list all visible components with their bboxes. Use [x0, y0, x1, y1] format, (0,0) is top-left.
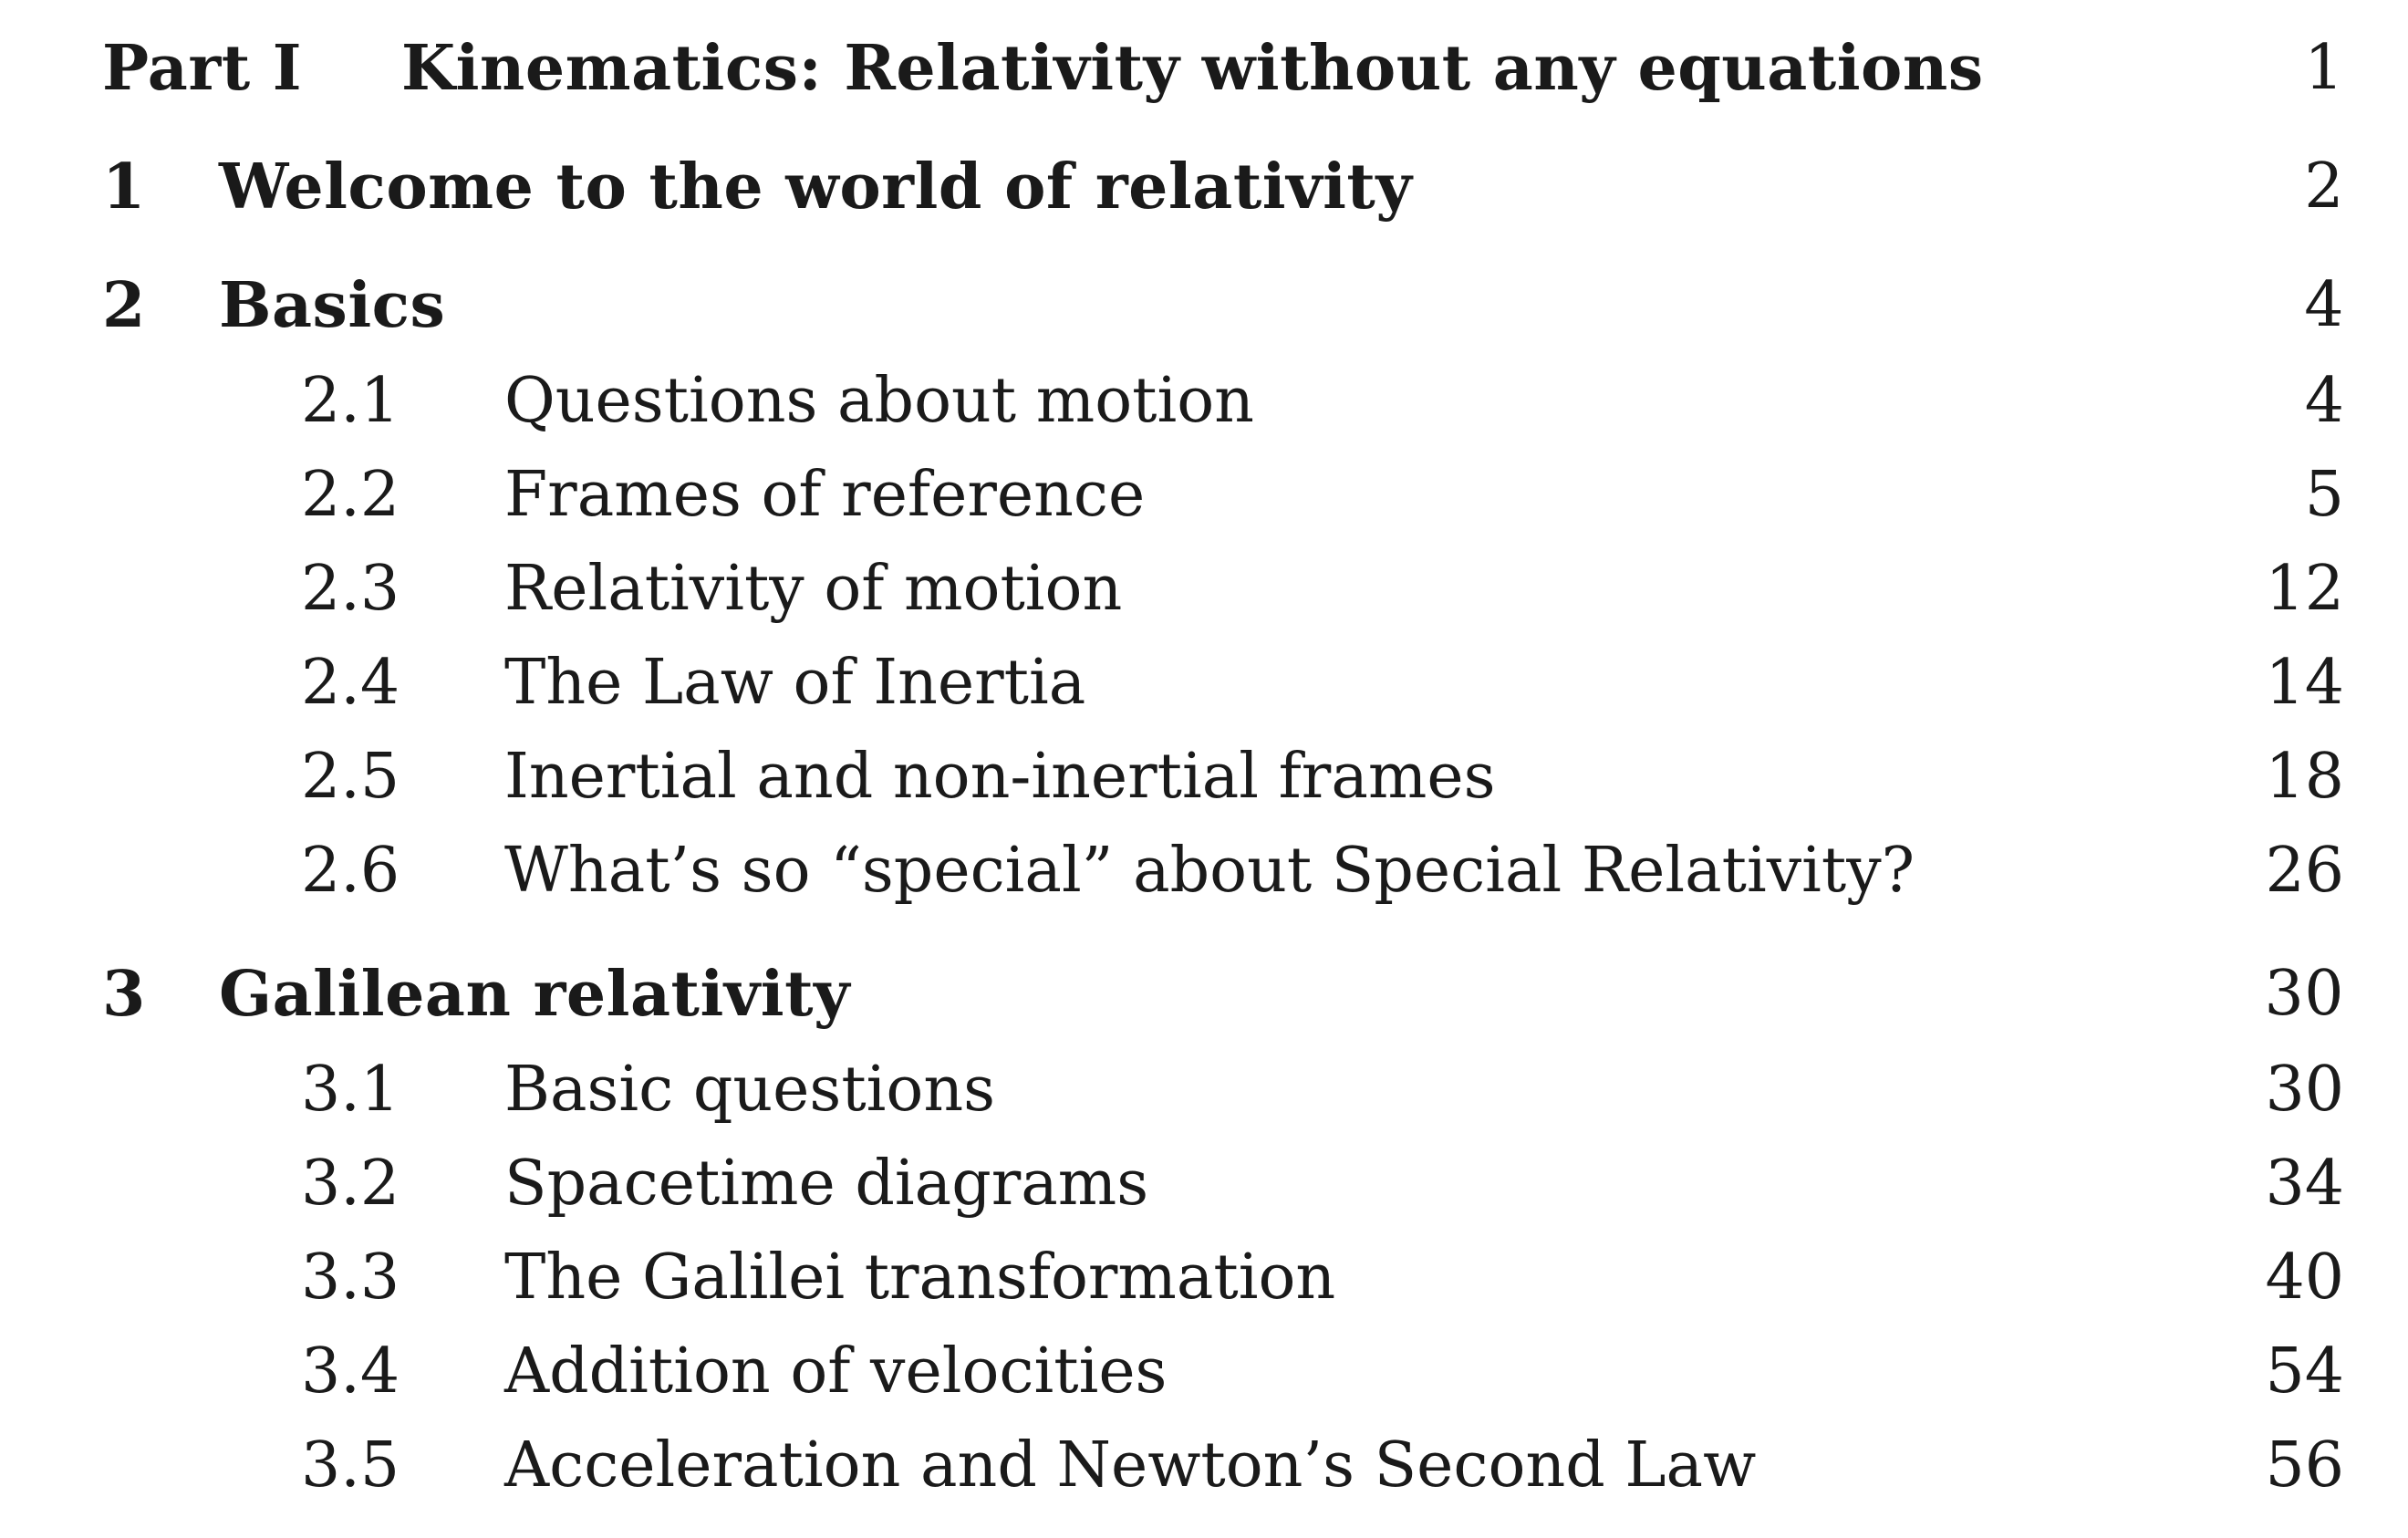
- chapter-page-number: 2: [2304, 151, 2344, 223]
- chapter-page-number: 4: [2304, 269, 2344, 341]
- section-number: 2.3: [301, 553, 400, 625]
- section-page-number: 30: [2265, 1054, 2344, 1126]
- section-title: Relativity of motion: [504, 553, 1123, 625]
- toc-section-entry[interactable]: [0, 826, 2408, 917]
- section-number: 2.4: [301, 647, 400, 719]
- section-page-number: 18: [2265, 741, 2344, 813]
- part-page-number: 1: [2304, 32, 2344, 104]
- chapter-title: Galilean relativity: [219, 958, 851, 1031]
- section-number: 3.2: [301, 1148, 400, 1220]
- section-page-number: 34: [2265, 1148, 2344, 1220]
- section-number: 3.4: [301, 1335, 400, 1408]
- section-title: Frames of reference: [504, 459, 1146, 531]
- chapter-number: 3: [102, 958, 146, 1031]
- section-number: 2.5: [301, 741, 400, 813]
- part-title: Kinematics: Relativity without any equations: [401, 32, 1984, 105]
- section-title: The Law of Inertia: [504, 647, 1086, 719]
- toc-chapter-entry[interactable]: [0, 141, 2408, 233]
- section-number: 2.2: [301, 459, 400, 531]
- toc-section-entry[interactable]: [0, 1420, 2408, 1512]
- section-title: Addition of velocities: [504, 1335, 1168, 1408]
- chapter-title: Basics: [219, 269, 446, 342]
- toc-section-entry[interactable]: [0, 544, 2408, 635]
- section-title: Acceleration and Newton’s Second Law: [504, 1429, 1757, 1502]
- section-page-number: 56: [2265, 1429, 2344, 1502]
- section-title: Questions about motion: [504, 365, 1254, 437]
- toc-section-entry[interactable]: [0, 1232, 2408, 1324]
- section-title: Basic questions: [504, 1054, 996, 1126]
- section-page-number: 5: [2304, 459, 2344, 531]
- section-page-number: 12: [2265, 553, 2344, 625]
- chapter-number: 2: [102, 269, 146, 342]
- toc-section-entry[interactable]: [0, 1326, 2408, 1418]
- section-number: 2.1: [301, 365, 400, 437]
- toc-section-entry[interactable]: [0, 732, 2408, 823]
- toc-chapter-entry[interactable]: [0, 949, 2408, 1040]
- section-number: 3.5: [301, 1429, 400, 1502]
- section-title: Inertial and non-inertial frames: [504, 741, 1496, 813]
- section-page-number: 54: [2265, 1335, 2344, 1408]
- section-page-number: 40: [2265, 1242, 2344, 1314]
- section-number: 2.6: [301, 835, 400, 907]
- section-page-number: 14: [2265, 647, 2344, 719]
- section-number: 3.3: [301, 1242, 400, 1314]
- section-title: What’s so “special” about Special Relativity?: [504, 835, 1915, 907]
- section-title: The Galilei transformation: [504, 1242, 1336, 1314]
- toc-section-entry[interactable]: [0, 1138, 2408, 1230]
- section-page-number: 4: [2304, 365, 2344, 437]
- section-number: 3.1: [301, 1054, 400, 1126]
- chapter-number: 1: [102, 151, 146, 223]
- toc-section-entry[interactable]: [0, 638, 2408, 729]
- part-label: Part I: [102, 32, 303, 105]
- section-page-number: 26: [2265, 835, 2344, 907]
- toc-chapter-entry[interactable]: [0, 260, 2408, 351]
- toc-section-entry[interactable]: [0, 356, 2408, 447]
- chapter-page-number: 30: [2264, 958, 2344, 1030]
- section-title: Spacetime diagrams: [504, 1148, 1149, 1220]
- toc-part-entry[interactable]: [0, 23, 2408, 114]
- toc-section-entry[interactable]: [0, 1044, 2408, 1136]
- chapter-title: Welcome to the world of relativity: [219, 151, 1413, 223]
- toc-section-entry[interactable]: [0, 450, 2408, 541]
